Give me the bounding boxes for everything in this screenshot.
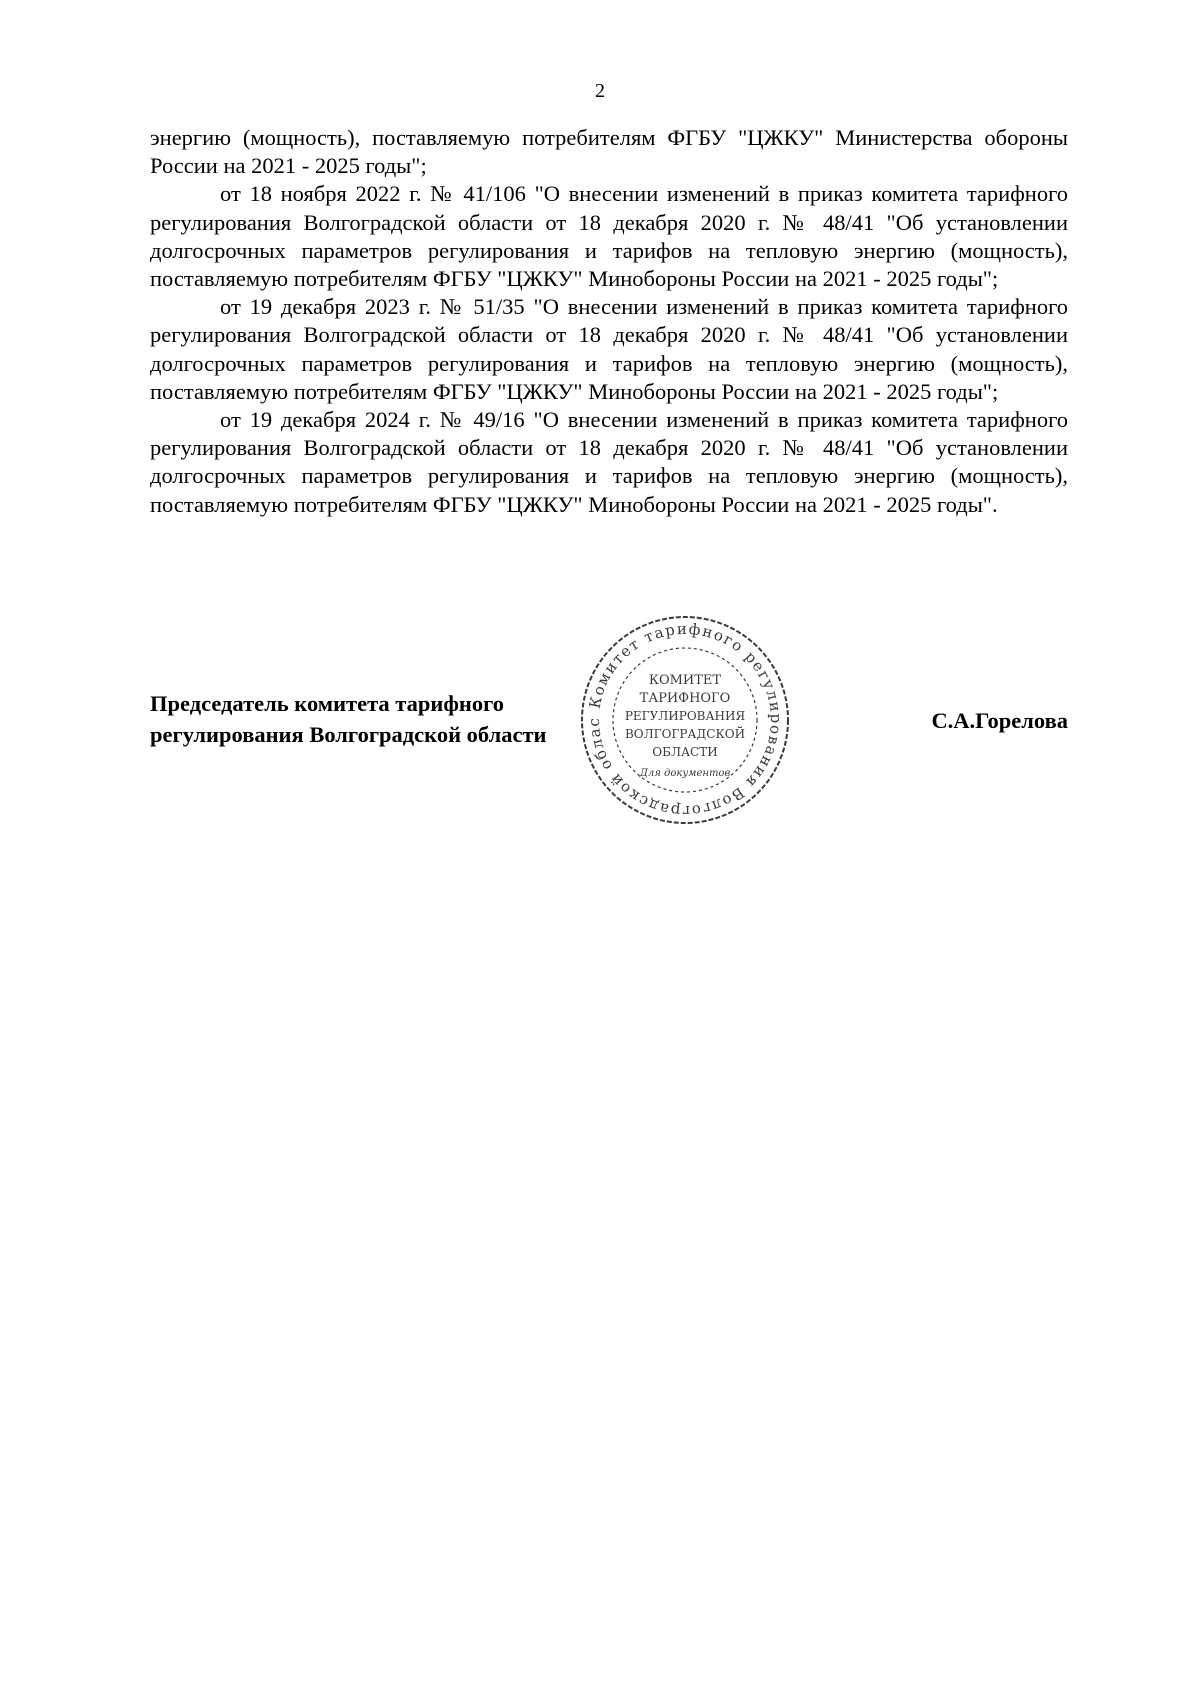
seal-inner-line-1: КОМИТЕТ — [648, 673, 722, 688]
paragraph-order-2023: от 19 декабря 2023 г. № 51/35 "О внесении изменений в приказ комитета тарифного регулирования Волгоградской области от 18 декабря 2020 г. № 48/41 "Об установлении долгосрочных параметров регулирования и тарифов на тепловую энергию (мощность), поставляемую потребителям ФГБУ "ЦЖКУ" Минобороны России на 2021 - 2025 годы"; — [150, 294, 1068, 404]
document-body — [150, 124, 1068, 519]
signer-position — [150, 688, 610, 750]
seal-outer-text: Комитет тарифного регулирования Волгоградской облас — [584, 619, 786, 821]
paragraph-continuation: энергию (мощность), поставляемую потребителям ФГБУ "ЦЖКУ" Министерства обороны России на 2021 - 2025 годы"; — [150, 125, 1068, 179]
seal-inner-line-3: РЕГУЛИРОВАНИЯ — [624, 709, 746, 723]
seal-inner-line-4: ВОЛГОГРАДСКОЙ — [624, 727, 746, 741]
seal-inner-line-2: ТАРИФНОГО — [639, 691, 731, 706]
seal-inner-bottom: Для документов — [639, 768, 731, 779]
signer-position-line-2: регулирования Волгоградской области — [150, 722, 547, 747]
paragraph-order-2022: от 18 ноября 2022 г. № 41/106 "О внесении изменений в приказ комитета тарифного регулирования Волгоградской области от 18 декабря 2020 г. № 48/41 "Об установлении долгосрочных параметров регулирования и тарифов на тепловую энергию (мощность), поставляемую потребителям ФГБУ "ЦЖКУ" Минобороны России на 2021 - 2025 годы"; — [150, 181, 1068, 292]
seal-graphic — [575, 610, 795, 830]
seal-inner-line-5: ОБЛАСТИ — [652, 745, 718, 759]
signer-name: С.А.Горелова — [931, 708, 1068, 733]
paragraph-order-2024: от 19 декабря 2024 г. № 49/16 "О внесении изменений в приказ комитета тарифного регулирования Волгоградской области от 18 декабря 2020 г. № 48/41 "Об установлении долгосрочных параметров регулирования и тарифов на тепловую энергию (мощность), поставляемую потребителям ФГБУ "ЦЖКУ" Минобороны России на 2021 - 2025 годы". — [150, 407, 1068, 517]
page-number: 2 — [595, 80, 605, 102]
signer-position-line-1: Председатель комитета тарифного — [150, 691, 505, 716]
official-seal-stamp — [575, 610, 795, 830]
